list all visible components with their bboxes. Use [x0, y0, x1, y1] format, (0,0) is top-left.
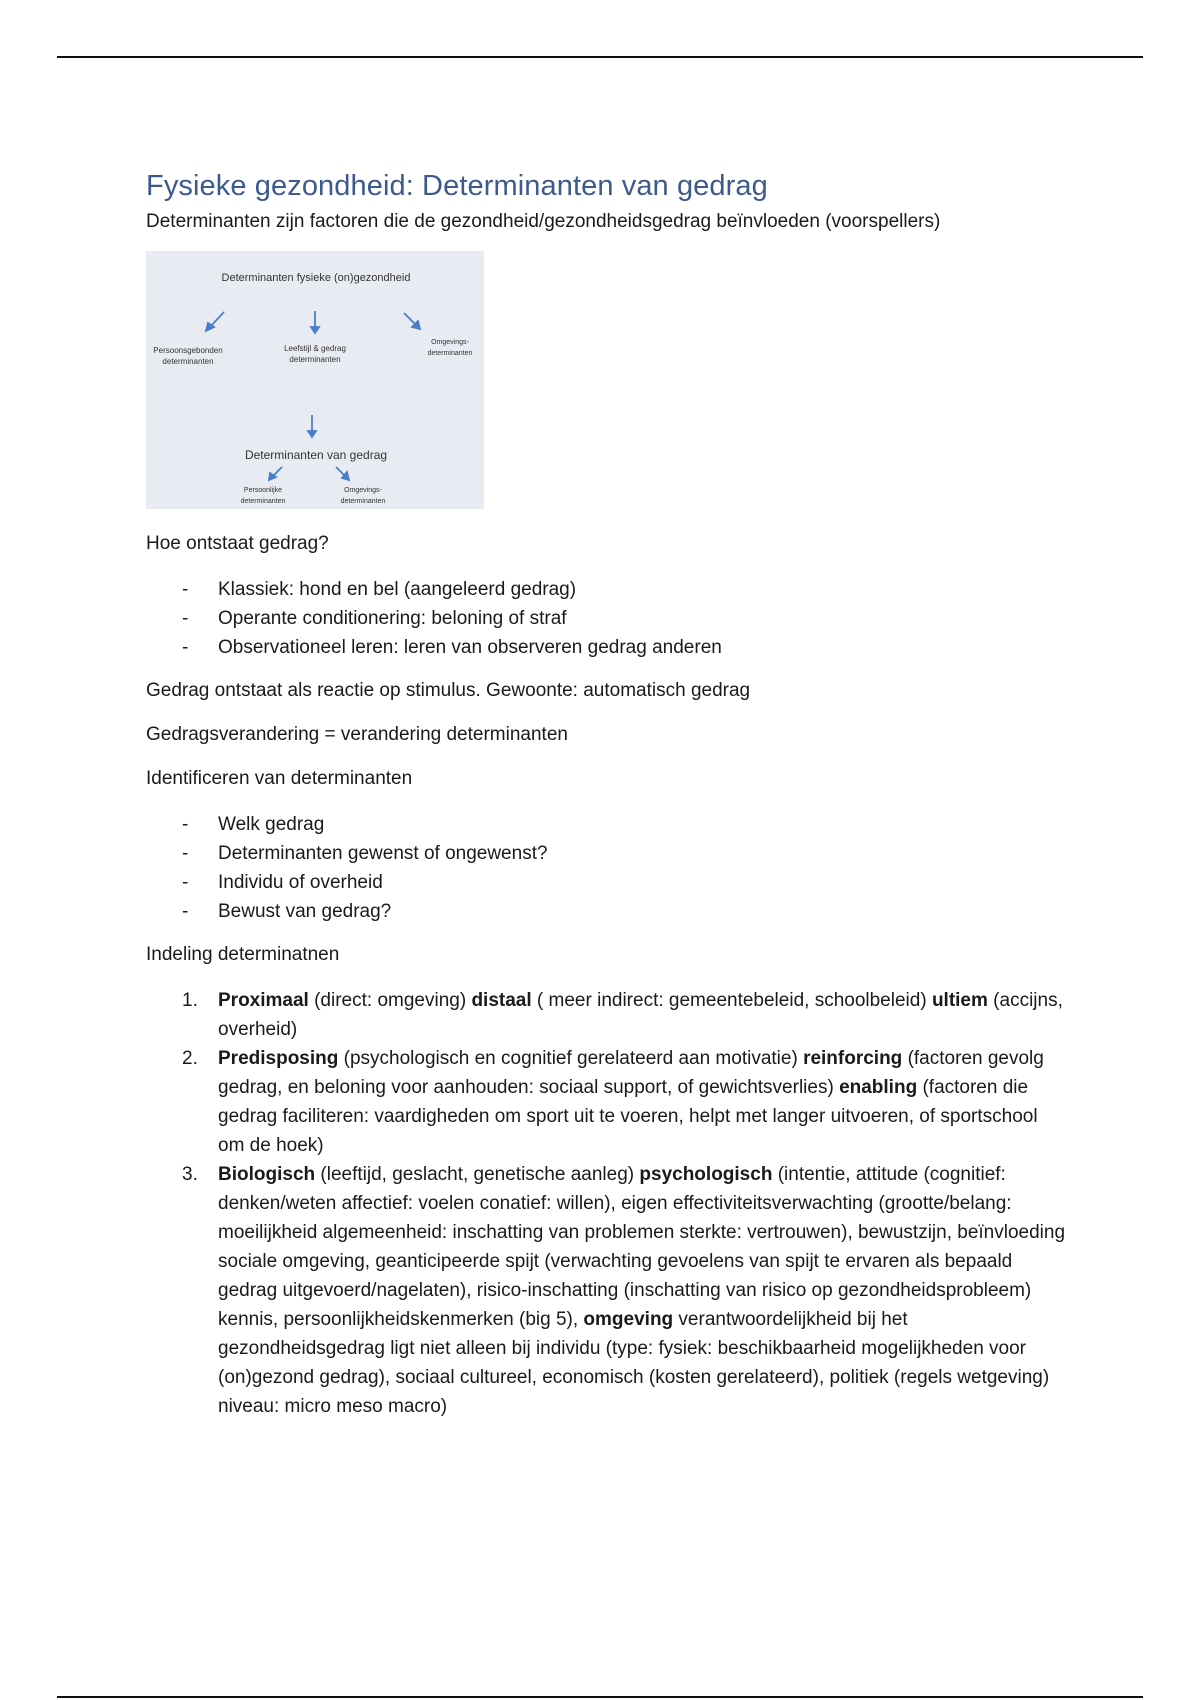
- header-rule: [57, 56, 1143, 58]
- term-description: (intentie, attitude (cognitief: denken/weten affectief: voelen conatief: willen), eigen effectiviteitsverwachting (grootte/belang: moeilijkheid algemeenheid: inschatting van problemen sterkte: vertrouwen), bewustzijn, beïnvloeding sociale omgeving, geanticipeerde spijt (verwachting gevoelens van spijt te ervaren als bepaald gedrag uitgevoerd/nagelaten), risico-inschatting (inschatting van risico op gezondheidsprobleem) kennis, persoonlijkheidskenmerken (big 5),: [218, 1164, 1066, 1330]
- list-number: 3.: [182, 1164, 198, 1185]
- diagram-bottom-label: Determinanten van gedrag: [244, 448, 388, 462]
- determinants-diagram: [146, 251, 484, 509]
- arrow-right: [404, 313, 416, 325]
- list-item: [146, 1044, 1066, 1160]
- identify-list: [146, 810, 1066, 926]
- section-question: Hoe ontstaat gedrag?: [146, 533, 329, 554]
- diagram-arrows: [146, 251, 484, 509]
- classification-list: [146, 986, 1066, 1421]
- term-description: (leeftijd, geslacht, genetische aanleg): [315, 1164, 640, 1185]
- term: ultiem: [931, 990, 988, 1011]
- document-body: [146, 170, 1066, 1421]
- term-description: (psychologisch en cognitief gerelateerd aan motivatie): [338, 1048, 804, 1069]
- page-title: Fysieke gezondheid: Determinanten van gedrag: [146, 170, 768, 202]
- list-item: - Observationeel leren: leren van observeren gedrag anderen: [146, 633, 1066, 662]
- term: enabling: [839, 1077, 918, 1098]
- term-description: (factoren gevolg gedrag, en beloning voor aanhouden: sociaal support, of gewichtsverlies): [218, 1048, 1044, 1098]
- paragraph-behavior-change: Gedragsverandering = verandering determinanten: [146, 724, 568, 745]
- list-item: - Klassiek: hond en bel (aangeleerd gedrag): [146, 575, 1066, 604]
- list-item: - Operante conditionering: beloning of straf: [146, 604, 1066, 633]
- term: omgeving: [583, 1309, 674, 1330]
- term: Predisposing: [218, 1048, 339, 1069]
- term: psychologisch: [639, 1164, 773, 1185]
- list-item: - Bewust van gedrag?: [146, 897, 1066, 926]
- list-item: - Individu of overheid: [146, 868, 1066, 897]
- footer-rule: [57, 1696, 1143, 1698]
- list-item: [146, 1160, 1066, 1421]
- list-number: 2.: [182, 1048, 198, 1069]
- diagram-top-label: Determinanten fysieke (on)gezondheid: [221, 272, 411, 284]
- term-description: ( meer indirect: gemeentebeleid, schoolbeleid): [531, 990, 932, 1011]
- term: Biologisch: [218, 1164, 316, 1185]
- term: reinforcing: [803, 1048, 903, 1069]
- paragraph-identify-heading: Identificeren van determinanten: [146, 768, 413, 789]
- learning-types-list: [146, 575, 1066, 662]
- paragraph-stimulus: Gedrag ontstaat als reactie op stimulus. Gewoonte: automatisch gedrag: [146, 680, 751, 701]
- paragraph-classification-heading: Indeling determinatnen: [146, 944, 340, 965]
- term: Proximaal: [218, 990, 309, 1011]
- term-description: (direct: omgeving): [308, 990, 472, 1011]
- list-item: - Welk gedrag: [146, 810, 1066, 839]
- term-description: verantwoordelijkheid bij het gezondheidsgedrag ligt niet alleen bij individu (type: fysiek: beschikbaarheid mogelijkheden voor (on)gezond gedrag), sociaal cultureel, economisch (kosten gerelateerd), politiek (regels wetgeving) niveau: micro meso macro): [218, 1309, 1050, 1417]
- subtitle: Determinanten zijn factoren die de gezondheid/gezondheidsgedrag beïnvloeden (voorspellers): [146, 211, 941, 232]
- term-description: (accijns, overheid): [218, 990, 1063, 1040]
- list-item: - Determinanten gewenst of ongewenst?: [146, 839, 1066, 868]
- diagram-middle-label: Leefstijl & gedrag determinanten: [284, 344, 346, 364]
- diagram-bottom-left-label: Persoonlijke determinanten: [240, 487, 286, 505]
- list-number: 1.: [182, 990, 198, 1011]
- list-item: [146, 986, 1066, 1044]
- term: distaal: [471, 990, 532, 1011]
- term-description: (factoren die gedrag faciliteren: vaardigheden om sport uit te voeren, helpt met langer uitvoeren, of sportschool om de hoek): [218, 1077, 1038, 1156]
- diagram-bottom-right-label: Omgevings- determinanten: [340, 487, 386, 505]
- diagram-right-label: Omgevings- determinanten: [427, 339, 473, 357]
- diagram-left-label: Persoonsgebonden determinanten: [153, 346, 223, 366]
